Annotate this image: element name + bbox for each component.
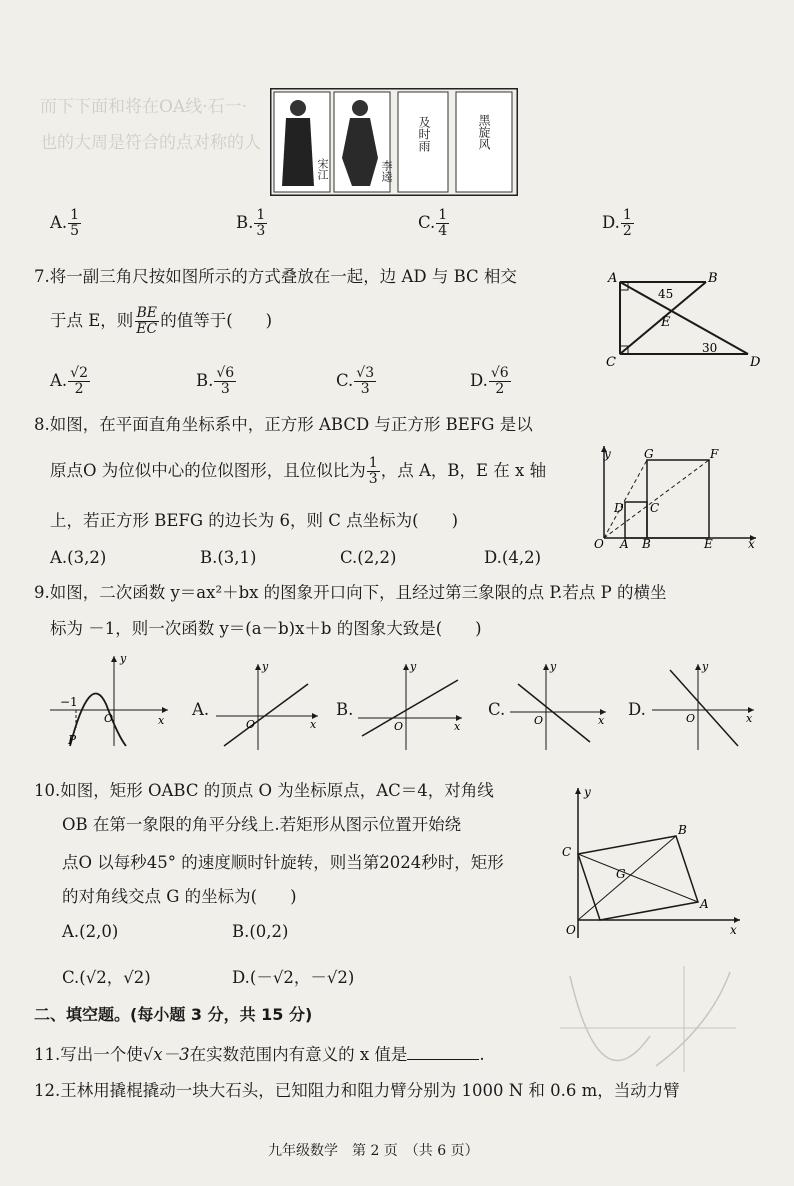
denominator: 2 xyxy=(622,223,632,239)
q8-axis-y: y xyxy=(604,447,611,461)
q7-option-d[interactable] xyxy=(470,366,512,397)
q10-option-d[interactable]: D.(－√2，－√2) xyxy=(232,968,355,987)
graph-origin-label: O xyxy=(686,712,696,725)
q10-stem-line4: 的对角线交点 G 的坐标为( ) xyxy=(62,887,297,906)
q11-stem-text: 11.写出一个使 xyxy=(34,1045,143,1064)
q8-stem-line2 xyxy=(50,456,546,487)
numerator: √6 xyxy=(216,365,235,381)
q10-label-g: G xyxy=(616,867,626,881)
q8-axis-x: x xyxy=(748,537,755,550)
q7-label-b: B xyxy=(708,271,718,286)
q8-squares-figure xyxy=(588,440,764,550)
q6-option-c[interactable] xyxy=(418,208,450,239)
option-label: C. xyxy=(336,371,354,390)
option-label: B. xyxy=(196,371,214,390)
q10-option-c[interactable]: C.(√2，√2) xyxy=(62,968,151,987)
numerator: 1 xyxy=(622,207,632,223)
q11-stem-text: 在实数范围内有意义的 x 值是 xyxy=(189,1045,408,1064)
graph-y-label: y xyxy=(410,660,417,673)
graph-x-label: x xyxy=(746,712,753,725)
bleed-through-figure xyxy=(560,966,740,1076)
answer-blank[interactable] xyxy=(407,1059,479,1060)
q9-label-o: O xyxy=(104,712,114,725)
denominator: 3 xyxy=(368,471,378,487)
fraction xyxy=(134,306,159,337)
denominator: EC xyxy=(136,321,158,337)
numerator: BE xyxy=(136,305,158,321)
card-label: 黑旋风 xyxy=(477,114,491,150)
q9-stem-line1: 9.如图，二次函数 y＝ax²＋bx 的图象开口向下，且经过第三象限的点 P.若点 P 的横坐 xyxy=(34,583,667,602)
denominator: 3 xyxy=(256,223,266,239)
q8-label-d: D xyxy=(614,501,624,515)
fraction xyxy=(68,208,81,239)
option-label: D. xyxy=(470,371,488,390)
q7-label-d: D xyxy=(750,355,761,370)
q8-option-a[interactable]: A.(3,2) xyxy=(50,548,107,567)
q8-label-o: O xyxy=(594,537,604,550)
card-label: 宋江 xyxy=(316,158,329,180)
fraction xyxy=(68,366,90,397)
q12-stem: 12.王林用撬棍撬动一块大石头，已知阻力和阻力臂分别为 1000 N 和 0.6 m，当动力臂 xyxy=(34,1081,680,1100)
card-label: 李逵 xyxy=(380,160,393,182)
q11-stem: 11.写出一个使√x－3在实数范围内有意义的 x 值是 . xyxy=(34,1045,485,1064)
numerator: 1 xyxy=(70,207,80,223)
denominator: 4 xyxy=(438,223,448,239)
q10-axis-y: y xyxy=(584,785,591,799)
fraction xyxy=(354,366,376,397)
q9-parabola-figure xyxy=(46,650,174,750)
denominator: 3 xyxy=(360,381,370,397)
q7-stem-text: 的值等于( ) xyxy=(160,311,273,330)
page-footer: 九年级数学 第 2 页 （共 6 页） xyxy=(268,1143,479,1159)
graph-y-label: y xyxy=(550,660,557,673)
q8-label-b: B xyxy=(642,537,651,550)
q10-stem-line1: 10.如图，矩形 OABC 的顶点 O 为坐标原点，AC＝4，对角线 xyxy=(34,781,494,800)
q6-option-a[interactable] xyxy=(50,208,82,239)
q9-axis-y: y xyxy=(120,652,127,665)
fraction xyxy=(621,208,634,239)
q6-option-b[interactable] xyxy=(236,208,268,239)
q9-option-c-graph[interactable] xyxy=(506,660,610,752)
q9-option-b-label[interactable]: B. xyxy=(336,700,354,719)
q8-option-b[interactable]: B.(3,1) xyxy=(200,548,257,567)
fraction xyxy=(489,366,511,397)
numerator: √3 xyxy=(356,365,375,381)
q10-axis-x: x xyxy=(730,923,737,937)
fraction xyxy=(214,366,236,397)
denominator: 5 xyxy=(70,223,80,239)
q8-label-c: C xyxy=(650,501,660,515)
q8-label-a: A xyxy=(620,537,629,550)
header-card-strip xyxy=(270,88,518,196)
q8-label-f: F xyxy=(710,447,719,461)
graph-origin-label: O xyxy=(246,718,256,731)
q9-option-d-label[interactable]: D. xyxy=(628,700,646,719)
q7-option-a[interactable] xyxy=(50,366,91,397)
fraction xyxy=(367,456,380,487)
option-label: A. xyxy=(50,371,68,390)
q10-option-a[interactable]: A.(2,0) xyxy=(62,922,119,941)
q6-option-d[interactable] xyxy=(602,208,635,239)
q7-label-c: C xyxy=(606,355,616,370)
q7-angle-45: 45 xyxy=(658,287,674,301)
card-label: 及时雨 xyxy=(417,116,431,152)
graph-x-label: x xyxy=(598,714,605,727)
q8-stem-text: ，点 A，B，E 在 x 轴 xyxy=(380,461,547,480)
q10-label-b: B xyxy=(678,823,687,837)
q10-label-c: C xyxy=(562,845,572,859)
q8-label-g: G xyxy=(644,447,654,461)
q7-label-e: E xyxy=(661,315,671,330)
q9-label-minus1: −1 xyxy=(60,695,78,709)
option-label: A. xyxy=(50,213,68,232)
q10-label-o: O xyxy=(566,923,576,937)
denominator: 2 xyxy=(495,381,505,397)
bleed-through-text: 也的大周是符合的点对称的人 xyxy=(40,133,261,153)
graph-origin-label: O xyxy=(394,720,404,733)
graph-x-label: x xyxy=(454,720,461,733)
q8-label-e: E xyxy=(704,537,713,550)
q9-axis-x: x xyxy=(158,714,165,727)
q7-option-c[interactable] xyxy=(336,366,377,397)
q10-stem-line3: 点O 以每秒45° 的速度顺时针旋转，则当第2024秒时，矩形 xyxy=(62,853,504,872)
q7-triangle-figure xyxy=(598,268,778,380)
graph-origin-label: O xyxy=(534,714,544,727)
q10-option-b[interactable]: B.(0,2) xyxy=(232,922,289,941)
denominator: 3 xyxy=(220,381,230,397)
q8-option-c[interactable]: C.(2,2) xyxy=(340,548,397,567)
q9-option-c-label[interactable]: C. xyxy=(488,700,506,719)
section-heading: 二、填空题。(每小题 3 分，共 15 分) xyxy=(34,1005,313,1024)
q7-stem-text: 于点 E，则 xyxy=(50,311,134,330)
q9-option-a-graph[interactable] xyxy=(212,660,322,752)
bleed-through-text: 而下下面和将在OA线·石一· xyxy=(40,97,248,117)
numerator: √2 xyxy=(70,365,88,381)
q7-angle-30: 30 xyxy=(702,341,718,355)
numerator: √6 xyxy=(490,365,509,381)
q8-stem-line3: 上，若正方形 BEFG 的边长为 6，则 C 点坐标为( ) xyxy=(50,511,459,530)
q8-stem-text: 原点O 为位似中心的位似图形，且位似比为 xyxy=(50,461,366,480)
q7-label-a: A xyxy=(608,271,618,286)
option-label: D. xyxy=(602,213,620,232)
q8-option-d[interactable]: D.(4,2) xyxy=(484,548,542,567)
q9-stem-line2: 标为 －1，则一次函数 y＝(a－b)x＋b 的图象大致是( ) xyxy=(50,619,482,638)
numerator: 1 xyxy=(438,207,448,223)
q10-stem-line2: OB 在第一象限的角平分线上.若矩形从图示位置开始绕 xyxy=(62,815,462,834)
graph-x-label: x xyxy=(310,718,317,731)
option-label: B. xyxy=(236,213,254,232)
graph-y-label: y xyxy=(702,660,709,673)
q8-stem-line1: 8.如图，在平面直角坐标系中，正方形 ABCD 与正方形 BEFG 是以 xyxy=(34,415,533,434)
q7-option-b[interactable] xyxy=(196,366,237,397)
q9-label-p: P xyxy=(68,733,77,747)
q7-stem-line2 xyxy=(50,306,272,337)
denominator: 2 xyxy=(74,381,84,397)
q10-rectangle-figure xyxy=(560,782,746,942)
numerator: 1 xyxy=(256,207,266,223)
q9-option-d-graph[interactable] xyxy=(648,660,758,752)
fraction xyxy=(436,208,449,239)
radical-expression: √x－3 xyxy=(142,1045,190,1064)
graph-y-label: y xyxy=(262,660,269,673)
numerator: 1 xyxy=(368,455,378,471)
q10-label-a: A xyxy=(700,897,709,911)
q9-option-a-label[interactable]: A. xyxy=(192,700,210,719)
q9-option-b-graph[interactable] xyxy=(354,660,466,752)
fraction xyxy=(254,208,267,239)
option-label: C. xyxy=(418,213,436,232)
q7-stem-line1: 7.将一副三角尺按如图所示的方式叠放在一起，边 AD 与 BC 相交 xyxy=(34,267,517,286)
